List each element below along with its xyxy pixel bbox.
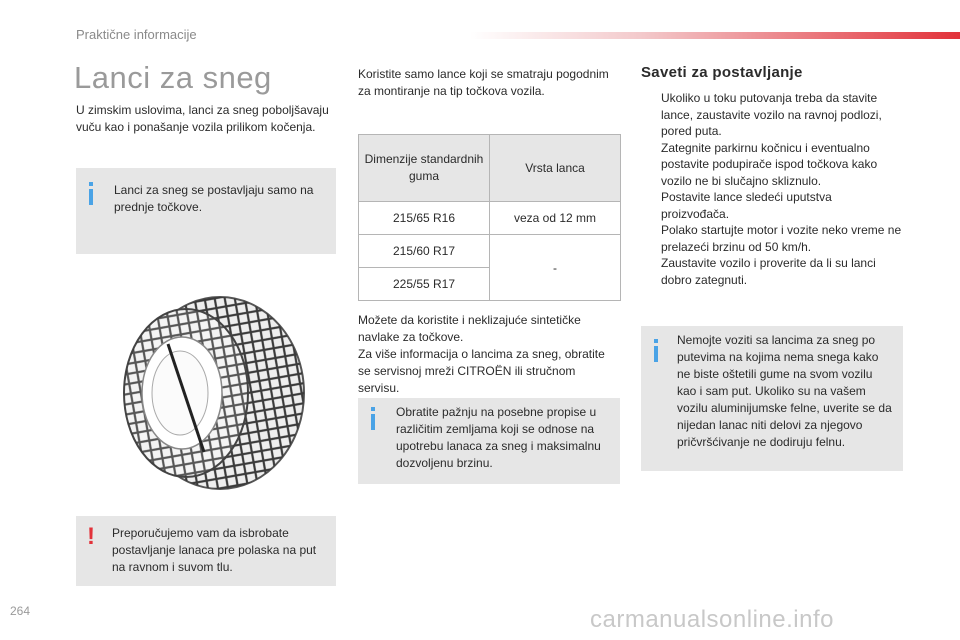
page-title: Lanci za sneg — [74, 60, 272, 95]
warning-box-test-fitting — [76, 516, 336, 586]
tire-size-cell: 215/60 R17 — [359, 235, 490, 268]
section-header: Praktične informacije — [76, 27, 197, 42]
advice-item-text: Zaustavite vozilo i proverite da li su lanci dobro zategnuti. — [661, 256, 876, 287]
advice-item-text: Polako startujte motor i vozite neko vreme ne prelazeći brzinu od 50 km/h. — [661, 223, 902, 254]
chain-size-table — [358, 134, 621, 301]
advice-list — [641, 90, 903, 288]
chain-suitability-text: Koristite samo lance koji se smatraju pogodnim za montiranje na tip točkova vozila. — [358, 67, 609, 98]
info-box-regulations — [358, 398, 620, 484]
tire-size-cell: 225/55 R17 — [359, 268, 490, 301]
advice-item-text: Postavite lance sledeći uputstva proizvođača. — [661, 190, 832, 221]
info-box-front-wheels — [76, 168, 336, 254]
list-item — [641, 255, 903, 288]
list-item — [641, 189, 903, 222]
intro-text: U zimskim uslovima, lanci za sneg poboljšavaju vuču kao i ponašanje vozila prilikom kočenja. — [76, 103, 329, 134]
column-header-chain-type: Vrsta lanca — [490, 135, 621, 202]
advice-item-text: Ukoliko u toku putovanja treba da stavite lance, zaustavite vozilo na ravnoj podlozi, pored puta. — [661, 91, 882, 138]
warning-text: Preporučujemo vam da isbrobate postavljanje lanaca pre polaska na put na ravnom i suvom tlu. — [112, 526, 317, 574]
synthetic-covers-text: Možete da koristite i neklizajuće sintetičke navlake za točkove. — [358, 313, 581, 344]
header-rule — [470, 32, 960, 39]
info-regulations-text: Obratite pažnju na posebne propise u različitim zemljama koji se odnose na upotrebu lanaca za sneg i maksimalnu dozvoljenu brzinu. — [396, 405, 601, 470]
advice-item-text: Zategnite parkirnu kočnicu i eventualno postavite podupirače ispod točkova kako vozilo ne bi slučajno skliznulo. — [661, 140, 878, 188]
info-icon — [371, 407, 375, 411]
list-item — [641, 222, 903, 255]
table-header-row — [359, 135, 621, 202]
watermark: carmanualsonline.info — [590, 606, 834, 633]
info-icon-stem — [654, 346, 658, 362]
column-header-tire-size: Dimenzije standardnih guma — [359, 135, 490, 202]
page-number: 264 — [10, 604, 31, 618]
chain-type-cell: veza od 12 mm — [490, 202, 621, 235]
info-icon-stem — [89, 189, 93, 205]
snow-chain-tire-icon — [108, 292, 308, 494]
list-item — [641, 140, 903, 190]
tire-size-cell: 215/65 R16 — [359, 202, 490, 235]
info-icon — [89, 182, 93, 186]
table-row — [359, 235, 621, 268]
list-item — [641, 90, 903, 140]
warning-icon: ! — [87, 523, 95, 550]
info-alloy-text: Nemojte voziti sa lancima za sneg po putevima na kojima nema snega kako ne biste oštetili gume na svom vozilu kao i sam put. Ukoliko su na vašem vozilu aluminijumske felne, uverite se da nijedan lanac niti delovi za njegovo pričvršćivanje ne dodiruju felnu. — [677, 333, 892, 449]
synthetic-covers-section — [358, 312, 620, 397]
info-front-text: Lanci za sneg se postavljaju samo na prednje točkove. — [114, 183, 314, 214]
advice-heading: Saveti za postavljanje — [641, 64, 803, 81]
table-row — [359, 202, 621, 235]
info-icon — [654, 339, 658, 343]
info-icon-stem — [371, 414, 375, 430]
info-box-alloy-wheels — [641, 326, 903, 471]
dealer-info-text: Za više informacija o lancima za sneg, obratite se servisnoj mreži CITROËN ili stručnom servisu. — [358, 347, 605, 395]
chain-type-cell: - — [490, 235, 621, 301]
